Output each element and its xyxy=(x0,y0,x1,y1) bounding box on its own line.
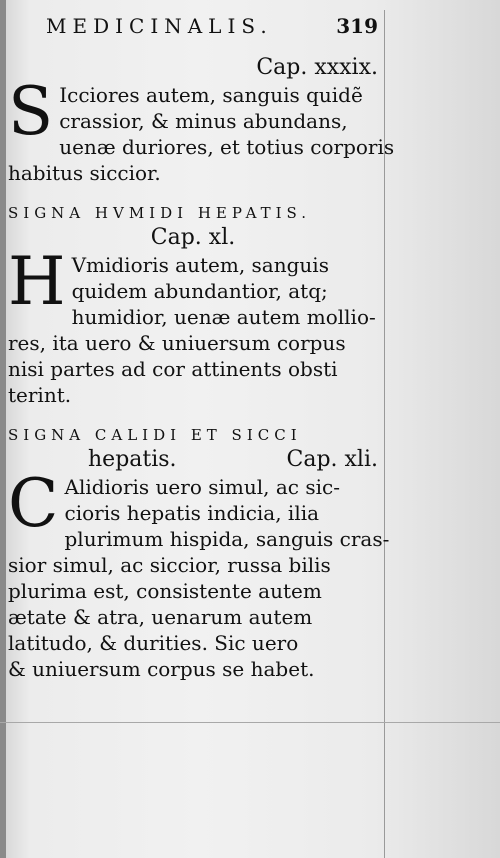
text-line: res, ita uero & uniuersum corpus xyxy=(8,331,346,355)
page-number: 319 xyxy=(336,14,378,38)
text-line: ætate & atra, uenarum autem xyxy=(8,605,313,629)
paragraph-humidioris xyxy=(8,243,378,408)
section-heading-line-2 xyxy=(8,446,378,474)
text-line: plurimum hispida, sanguis cras- xyxy=(64,527,390,551)
text-line: habitus siccior. xyxy=(8,161,161,185)
section-heading-calidi: SIGNA CALIDI ET SICCI xyxy=(8,426,302,444)
paragraph-calidioris xyxy=(8,465,390,682)
text-line: crassior, & minus abundans, xyxy=(59,109,348,133)
text-line: Vmidioris autem, sanguis xyxy=(71,253,329,277)
drop-cap-h: H xyxy=(8,243,66,320)
text-line: quidem abundantior, atq; xyxy=(71,279,328,303)
text-line: terint. xyxy=(8,383,72,407)
chapter-label-41: Cap. xli. xyxy=(286,447,378,472)
text-block xyxy=(8,14,395,682)
text-line: Alidioris uero simul, ac sic- xyxy=(64,475,340,499)
text-line: & uniuersum corpus se habet. xyxy=(8,657,315,681)
section-heading-hepatis: hepatis. xyxy=(88,447,177,472)
binding-edge xyxy=(0,0,6,858)
text-line: plurima est, consistente autem xyxy=(8,579,322,603)
text-line: Icciores autem, sanguis quidẽ xyxy=(59,83,363,107)
drop-cap-s: S xyxy=(8,73,54,150)
text-line: cioris hepatis indicia, ilia xyxy=(64,501,320,525)
text-line: latitudo, & durities. Sic uero xyxy=(8,631,299,655)
section-heading-humidi: SIGNA HVMIDI HEPATIS. xyxy=(8,204,312,222)
running-head-title: MEDICINALIS. xyxy=(46,14,273,38)
drop-cap-c: C xyxy=(8,465,59,542)
text-line: uenæ duriores, et totius corporis xyxy=(59,135,395,159)
paragraph-siccioris xyxy=(8,73,395,186)
chapter-label-40: Cap. xl. xyxy=(150,225,236,250)
text-line: sior simul, ac siccior, russa bilis xyxy=(8,553,331,577)
text-line: humidior, uenæ autem mollio- xyxy=(71,305,376,329)
chapter-label-39: Cap. xxxix. xyxy=(256,55,378,80)
running-head xyxy=(8,14,378,46)
page-bottom-rule xyxy=(0,722,500,723)
text-line: nisi partes ad cor attinents obsti xyxy=(8,357,338,381)
